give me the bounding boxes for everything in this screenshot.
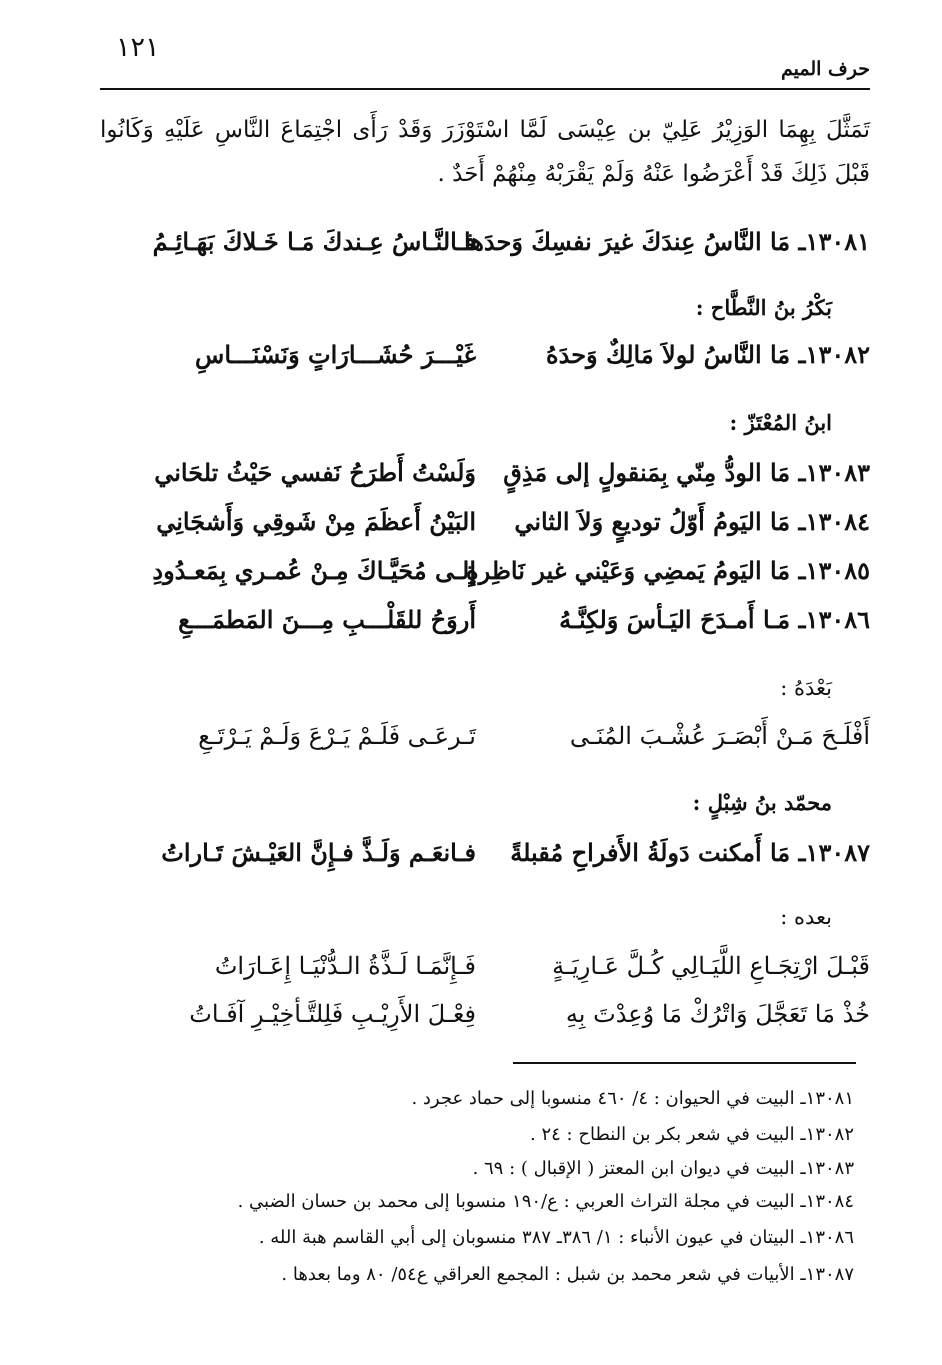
intro-paragraph: تَمَثَّلَ بِهِمَا الوَزِيْرُ عَلِيّ بن عِيْسَى لَمَّا اسْتَوْزَرَ وَقَدْ رَأَى اجْتِمَاعَ النَّاسِ عَلَيْهِ وَكَانُوا قَبْلَ ذَلِكَ قَدْ أَعْرَضُوا عَنْهُ وَلَمْ يَقْرَبْهُ مِنْهُمْ أَحَدٌ . [100, 117, 871, 187]
continuation-label: بعده : [780, 905, 832, 929]
verse-followup-second-hemistich: تَـرعَـى فَلَـمْ يَـرْعَ وَلَـمْ يَـرْتَـعِ [198, 722, 476, 750]
verse-followup-first-hemistich: أَفْلَـحَ مَـنْ أَبْصَـرَ عُشْـبَ المُنَـى [569, 722, 870, 750]
verse-13082-first-hemistich: ١٣٠٨٢ـ مَا النَّاسُ لولاَ مَالِكٌ وَحدَهُ [546, 340, 870, 369]
footnote: ١٣٠٨٦ـ البيتان في عيون الأنباء : ١/ ٣٨٦ـ ٣٨٧ منسوبان إلى أبي القاسم هبة الله . [258, 1227, 854, 1248]
header-divider [100, 88, 870, 90]
verse-followup-first-hemistich: قَبْـلَ ارْتِجَـاعِ اللَّيَـالِي كُـلَّ عَـارِيَـةٍ [552, 952, 870, 980]
page-number: ١٢١ [116, 32, 160, 63]
verse-13085-first-hemistich: ١٣٠٨٥ـ مَا اليَومُ يَمضِي وَعَيْني غير نَاظِرةٍ [466, 556, 870, 585]
poet-attribution: بَكْرُ بنُ النَّطَّاح : [695, 295, 832, 320]
verse-13083-second-hemistich: وَلَسْتُ أَطرَحُ نَفسي حَيْثُ تلحَاني [154, 458, 476, 487]
verse-13084-second-hemistich: البَيْنُ أَعظَمَ مِنْ شَوقِي وَأَشجَانِي [156, 507, 476, 536]
footnote: ١٣٠٨٢ـ البيت في شعر بكر بن النطاح : ٢٤ . [530, 1124, 854, 1145]
verse-followup-first-hemistich: خُذْ مَا تَعَجَّلَ وَاتْرُكْ مَا وُعِدْتَ بِهِ [565, 1000, 870, 1028]
poet-attribution: ابنُ المُعْتَزّ : [729, 410, 832, 435]
footnote: ١٣٠٨٧ـ الأبيات في شعر محمد بن شبل : المجمع العراقي ع٥٤/ ٨٠ وما بعدها . [281, 1264, 854, 1285]
verse-13087-second-hemistich: فـانعَـم وَلَـذَّ فـإِنَّ العَيْـشَ تَـاراتُ [161, 838, 476, 867]
verse-13086-second-hemistich: أَروَحُ للقَلْـــبِ مِـــنَ المَطمَـــعِ [178, 605, 476, 634]
footnote-divider [513, 1062, 856, 1064]
footnote: ١٣٠٨٣ـ البيت في ديوان ابن المعتز ( الإقبال ) : ٦٩ . [472, 1158, 854, 1179]
poet-attribution: محمّد بنُ شِبْلٍ : [692, 790, 832, 815]
verse-13082-second-hemistich: غَيْـــرَ حُشَـــارَاتٍ وَنَسْنَـــاسِ [195, 340, 476, 369]
continuation-label: بَعْدَهُ : [780, 676, 832, 700]
footnote: ١٣٠٨١ـ البيت في الحيوان : ٤/ ٤٦٠ منسوبا إلى حماد عجرد . [411, 1088, 854, 1109]
verse-followup-second-hemistich: فَـإِنَّمَـا لَـذَّةُ الـدُّنْيَـا إِعَـارَاتُ [214, 952, 476, 980]
verse-13083-first-hemistich: ١٣٠٨٣ـ مَا الودُّ مِنّي بِمَنقولٍ إلى مَذِقٍ [503, 458, 870, 487]
chapter-title: حرف الميم [781, 58, 870, 80]
footnote: ١٣٠٨٤ـ البيت في مجلة التراث العربي : ع/١٩٠ منسوبا إلى محمد بن حسان الضبي . [237, 1191, 854, 1212]
verse-13085-second-hemistich: إلـى مُحَيَّـاكَ مِـنْ عُمـري بِمَعـدُودِ [152, 556, 476, 585]
verse-13084-first-hemistich: ١٣٠٨٤ـ مَا اليَومُ أَوّلُ توديعٍ وَلاَ الثاني [514, 507, 870, 536]
verse-13087-first-hemistich: ١٣٠٨٧ـ مَا أَمكنت دَولَةُ الأَفراحِ مُقبلةً [510, 838, 870, 867]
verse-13086-first-hemistich: ١٣٠٨٦ـ مَـا أَمـدَحَ اليَـأسَ وَلكِنَّـهُ [559, 605, 870, 634]
verse-13081-first-hemistich: ١٣٠٨١ـ مَا النَّاسُ عِندَكَ غيرَ نفسِكَ وَحدَها [463, 227, 870, 256]
verse-followup-second-hemistich: فِعْـلَ الأَرِيْـبِ فَلِلتَّـأخِيْـرِ آفَـاتُ [189, 1000, 476, 1028]
verse-13081-second-hemistich: فـالنَّـاسُ عِـندكَ مَـا خَـلاكَ بَهَـائِـمُ [152, 227, 476, 256]
